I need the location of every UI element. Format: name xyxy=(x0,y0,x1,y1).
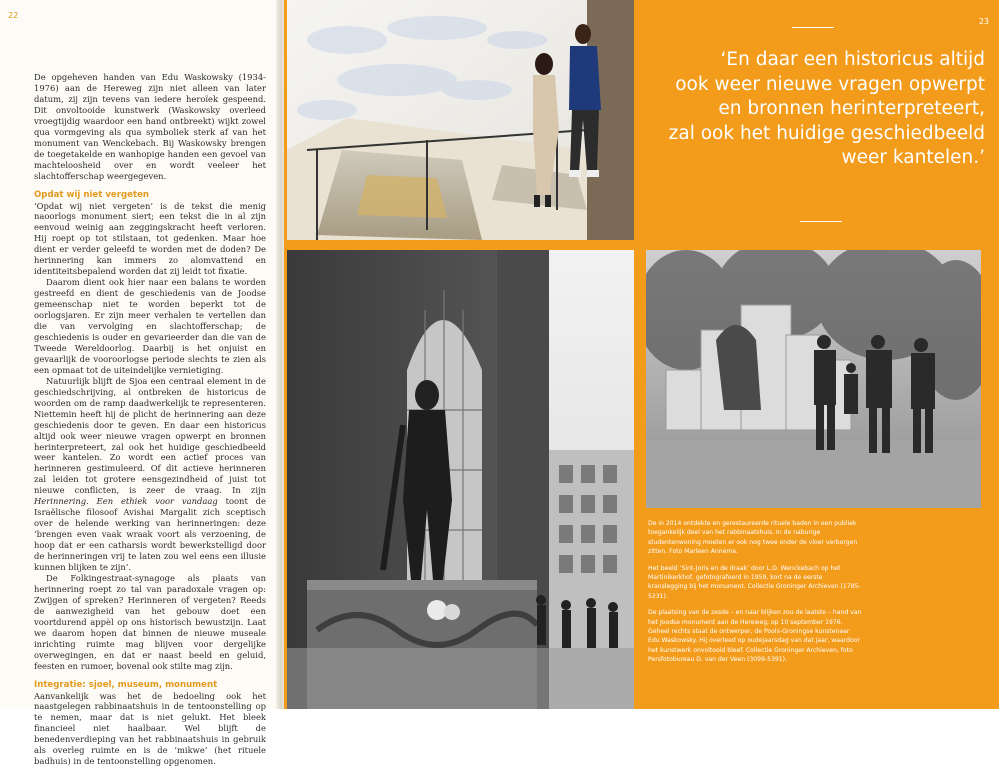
photo-sint-joris-statue xyxy=(287,250,634,709)
caption-mikwe: De in 2014 ontdekte en gerestaureerde rituele baden in een publiek toegankelijk deel van het rabbinaatshuis. In de naburige studentenwoning moeten er ook nog twee onder de vloer verborgen zitten. Foto Marleen Annema. xyxy=(648,520,858,555)
paragraph: Daarom dient ook hier naar een balans te worden gestreefd en dient de geschiedenis van de Joodse gemeenschap niet te worden beperkt tot de oorlogsjaren. Er zijn meer verhalen te vertellen dan die van vervolging en slachtofferschap; de geschiedenis is ouder en gevarieerder dan die van de Tweede Wereldoorlog. Daarbij is het onjuist en gevaarlijk de vooroorlogse periode slechts te zien als een opmaat tot de uiteindelijke vernietiging. xyxy=(34,277,266,375)
quote-line: ‘En daar een historicus altijd xyxy=(720,49,985,70)
book-title: Herinnering. Een ethiek voor vandaag xyxy=(34,496,218,507)
quote-rule-top xyxy=(792,27,834,28)
quote-line: ook weer nieuwe vragen opwerpt xyxy=(675,73,985,95)
caption-waskowsky: De plaatsing van de zesde – en naar blijken zou de laatste – hand van het Joodse monument aan de Hereweg, op 10 september 1976. Geheel rechts staat de ontwerper, de Pools-Groningse kunstenaar Edu Waskowsky. Hij overleed op oudejaarsdag van dat jaar, waardoor het kunstwerk onvoltooid bleef. Collectie Groninger Archieven, foto Persfotobureau D. van der Veen (3099-5391). xyxy=(648,609,862,663)
photo-captions xyxy=(648,519,862,672)
page-number-left: 22 xyxy=(8,11,19,20)
paragraph: Aanvankelijk was het de bedoeling ook het naastgelegen rabbinaatshuis in de tentoonstelling op te nemen, maar dat is niet gelukt. Het bleek financieel niet haalbaar. Wel blijft de benedenverdieping van het rabbinaatshuis in gebruik als overleg ruimte en is de ‘mikwe’ (het rituele badhuis) in de tentoonstelling opgenomen. xyxy=(34,690,266,767)
section-heading-opdat: Opdat wij niet vergeten xyxy=(34,189,150,200)
quote-line: weer kantelen.’ xyxy=(841,147,985,168)
article-column xyxy=(34,72,266,767)
quote-line: en bronnen herinterpreteert, xyxy=(718,98,985,119)
paragraph-text: toont de Israëlische filosoof Avishai Margalit zich sceptisch over de helende werking van herinneringen: deze ‘brengen even vaak wraak voort als verzoening, de hoop dat er een catharsis wordt bewerkstelligd door de herinneringen vrij te laten zou wel eens een illusie kunnen blijken te zijn’. xyxy=(34,496,266,572)
caption-sint-joris: Het beeld ‘Sint-Joris en de draak’ door L.O. Wenckebach op het Martinikerkhof, gefotografeerd in 1959, kort na de eerste kranslegging bij het monument. Collectie Groninger Archieven (1785-5231). xyxy=(648,564,861,600)
page-number-right: 23 xyxy=(978,17,989,26)
paragraph: ‘Opdat wij niet vergeten’ is de tekst die menig naoorlogs monument siert; een tekst die in al zijn eenvoud weinig aan zeggingskracht heeft verloren. Hij roept op tot stilstaan, tot gedenken. Maar hoe dient er verder geleefd te worden met de doden? De herinnering kan immers zo alomvattend en identiteitsbepalend worden dat zij leidt tot fixatie. xyxy=(34,200,266,277)
photo-mikwe-visitors xyxy=(287,0,634,240)
quote-rule-bottom xyxy=(800,221,842,222)
photo-waskowsky-monument xyxy=(646,250,981,508)
left-page xyxy=(0,0,278,767)
paragraph-text: Natuurlijk blijft de Sjoa een centraal element in de geschiedschrijving, al ontbreken de historicus de woorden om de ramp daadwerkelijk te representeren. Niettemin heeft hij de plicht de herinnering aan deze geschiedenis door te geven. En daar een historicus altijd ook weer nieuwe vragen opwerpt en bronnen herinterpreteert, zal ook het huidige geschiedbeeld weer kantelen. Zo wordt een actief proces van herinneren gestimuleerd. Of dit actieve herinneren zal leiden tot grotere eensgezindheid of juist tot nieuwe conflicten, is zeer de vraag. In zijn xyxy=(34,375,266,496)
paragraph-margalit xyxy=(34,376,266,573)
quote-line: zal ook het huidige geschiedbeeld xyxy=(668,122,985,144)
pull-quote xyxy=(640,48,985,171)
section-heading-integratie: Integratie: sjoel, museum, monument xyxy=(34,679,218,690)
intro-paragraph: De opgeheven handen van Edu Waskowsky (1934-1976) aan de Hereweg zijn niet alleen van later datum, zij zijn tevens van iedere heroïek gespeend. Dit onvoltooide kunstwerk (Waskowsky overleed vroegtijdig waardoor een hand ontbreekt) wijkt zowel qua vormgeving als qua symboliek sterk af van het monument van Wenckebach. Bij Waskowsky brengen de toegetakelde en wanhopige handen een gevoel van machteloosheid over en wordt veeleer het slachtofferschap weergegeven. xyxy=(34,72,266,181)
paragraph: De Folkingestraat-synagoge als plaats van herinnering roept zo tal van paradoxale vragen op: Zwijgen of spreken? Herinneren of vergeten? Reeds de aanwezigheid van het gebouw doet een voortdurend appèl op ons historisch bewustzijn. Laat we daarom hopen dat binnen de nieuwe museale inrichting ruimte mag blijven voor dergelijke overwegingen, en dat er naast beeld en geluid, feesten en rumoer, bovenal ook stilte mag zijn. xyxy=(34,572,266,671)
